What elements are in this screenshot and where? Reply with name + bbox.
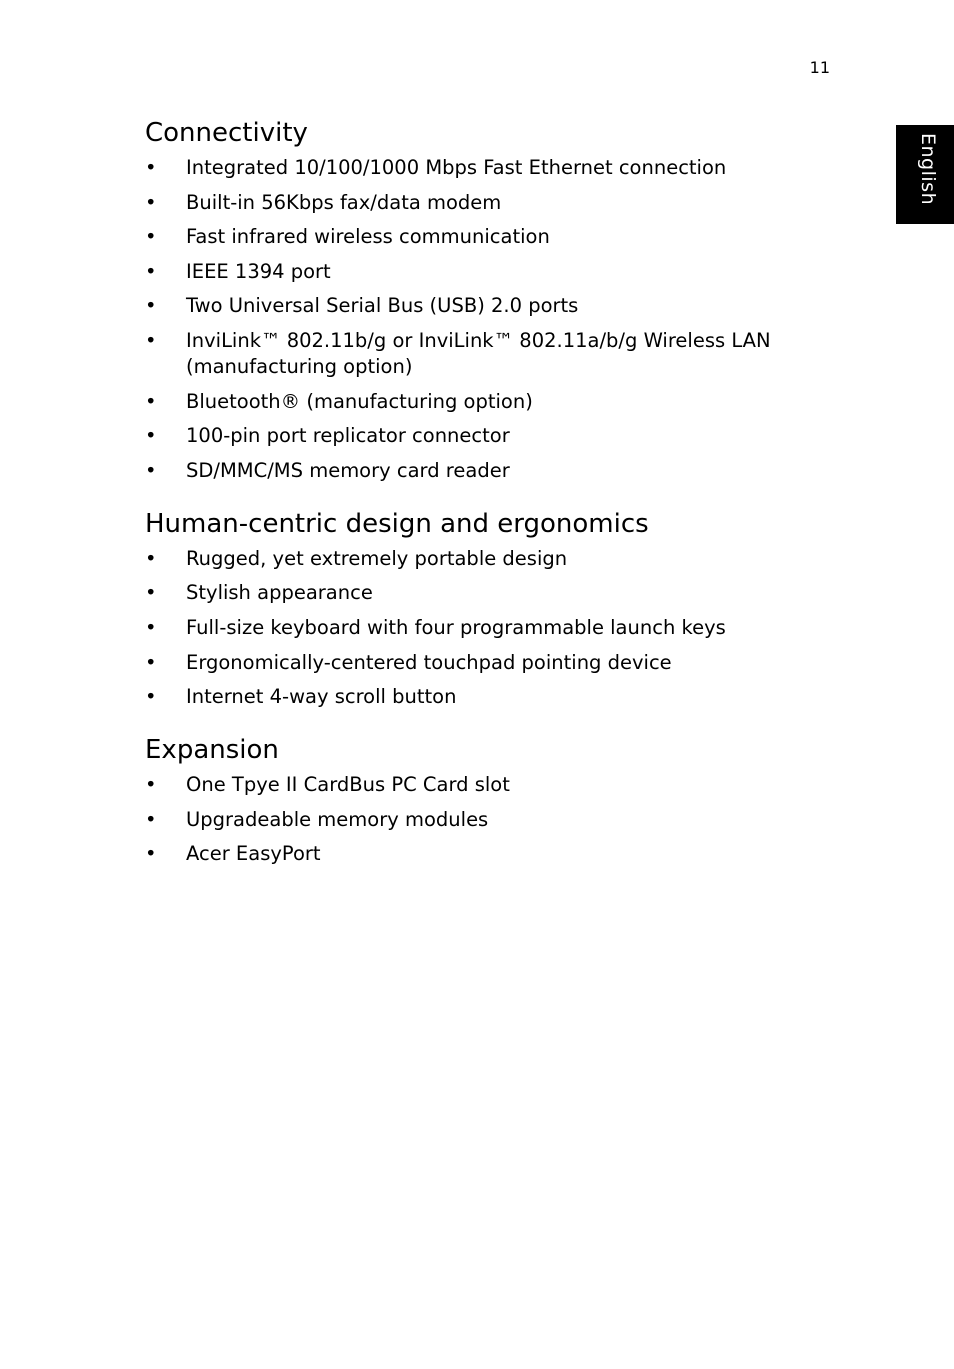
section-expansion	[145, 733, 825, 867]
list-item	[145, 615, 825, 641]
page-number: 11	[809, 58, 830, 77]
list-item-text: Two Universal Serial Bus (USB) 2.0 ports	[186, 294, 579, 318]
list-item	[145, 293, 825, 319]
list-item	[145, 580, 825, 606]
bullet-icon: •	[145, 773, 157, 797]
list-item-text: Rugged, yet extremely portable design	[186, 546, 568, 570]
bullet-icon: •	[145, 424, 157, 448]
section-title: Expansion	[145, 735, 279, 766]
list-item	[145, 190, 825, 216]
list-item	[145, 389, 825, 415]
list-item-text: Fast infrared wireless communication	[186, 225, 550, 249]
bullet-icon: •	[145, 842, 157, 866]
list-item	[145, 458, 825, 484]
list-item-text: Internet 4-way scroll button	[186, 685, 457, 709]
list-item-text: Acer EasyPort	[186, 842, 321, 866]
list-item	[145, 259, 825, 285]
list-item-text: Stylish appearance	[186, 581, 373, 605]
bullet-icon: •	[145, 328, 157, 352]
list-item	[145, 650, 825, 676]
bullet-icon: •	[145, 581, 157, 605]
bullet-icon: •	[145, 546, 157, 570]
list-item	[145, 841, 825, 867]
bullet-list	[145, 546, 825, 710]
section-title: Connectivity	[145, 118, 308, 148]
list-item-text: InviLink™ 802.11b/g or InviLink™ 802.11a/b/g Wireless LAN (manufacturing option)	[186, 328, 771, 378]
bullet-icon: •	[145, 259, 157, 283]
list-item	[145, 807, 825, 833]
list-item-text: SD/MMC/MS memory card reader	[186, 458, 510, 482]
bullet-icon: •	[145, 225, 157, 249]
section-human-centric-design	[145, 507, 825, 710]
bullet-icon: •	[145, 685, 157, 709]
bullet-icon: •	[145, 458, 157, 482]
bullet-icon: •	[145, 807, 157, 831]
bullet-icon: •	[145, 389, 157, 413]
bullet-icon: •	[145, 650, 157, 674]
bullet-icon: •	[145, 190, 157, 214]
list-item-text: IEEE 1394 port	[186, 259, 331, 283]
list-item	[145, 772, 825, 798]
list-item-text: Full-size keyboard with four programmable launch keys	[186, 615, 726, 639]
list-item	[145, 155, 825, 181]
list-item	[145, 423, 825, 449]
section-title: Human-centric design and ergonomics	[145, 508, 649, 539]
list-item-text: 100-pin port replicator connector	[186, 424, 510, 448]
section-connectivity	[145, 116, 825, 484]
language-tab-label: English	[917, 133, 939, 206]
list-item-text: Upgradeable memory modules	[186, 807, 489, 831]
bullet-list	[145, 155, 825, 484]
language-tab	[896, 125, 954, 224]
bullet-icon: •	[145, 615, 157, 639]
bullet-icon: •	[145, 156, 157, 179]
list-item-text: Bluetooth® (manufacturing option)	[186, 389, 533, 413]
bullet-icon: •	[145, 294, 157, 318]
list-item-text: One Tpye II CardBus PC Card slot	[186, 773, 510, 797]
list-item	[145, 224, 825, 250]
list-item-text: Integrated 10/100/1000 Mbps Fast Ethernet connection	[186, 156, 727, 179]
list-item-text: Built-in 56Kbps fax/data modem	[186, 190, 502, 214]
page-content	[145, 116, 825, 876]
list-item	[145, 684, 825, 710]
list-item-text: Ergonomically-centered touchpad pointing device	[186, 650, 672, 674]
bullet-list	[145, 772, 825, 867]
list-item	[145, 546, 825, 572]
list-item	[145, 328, 825, 380]
